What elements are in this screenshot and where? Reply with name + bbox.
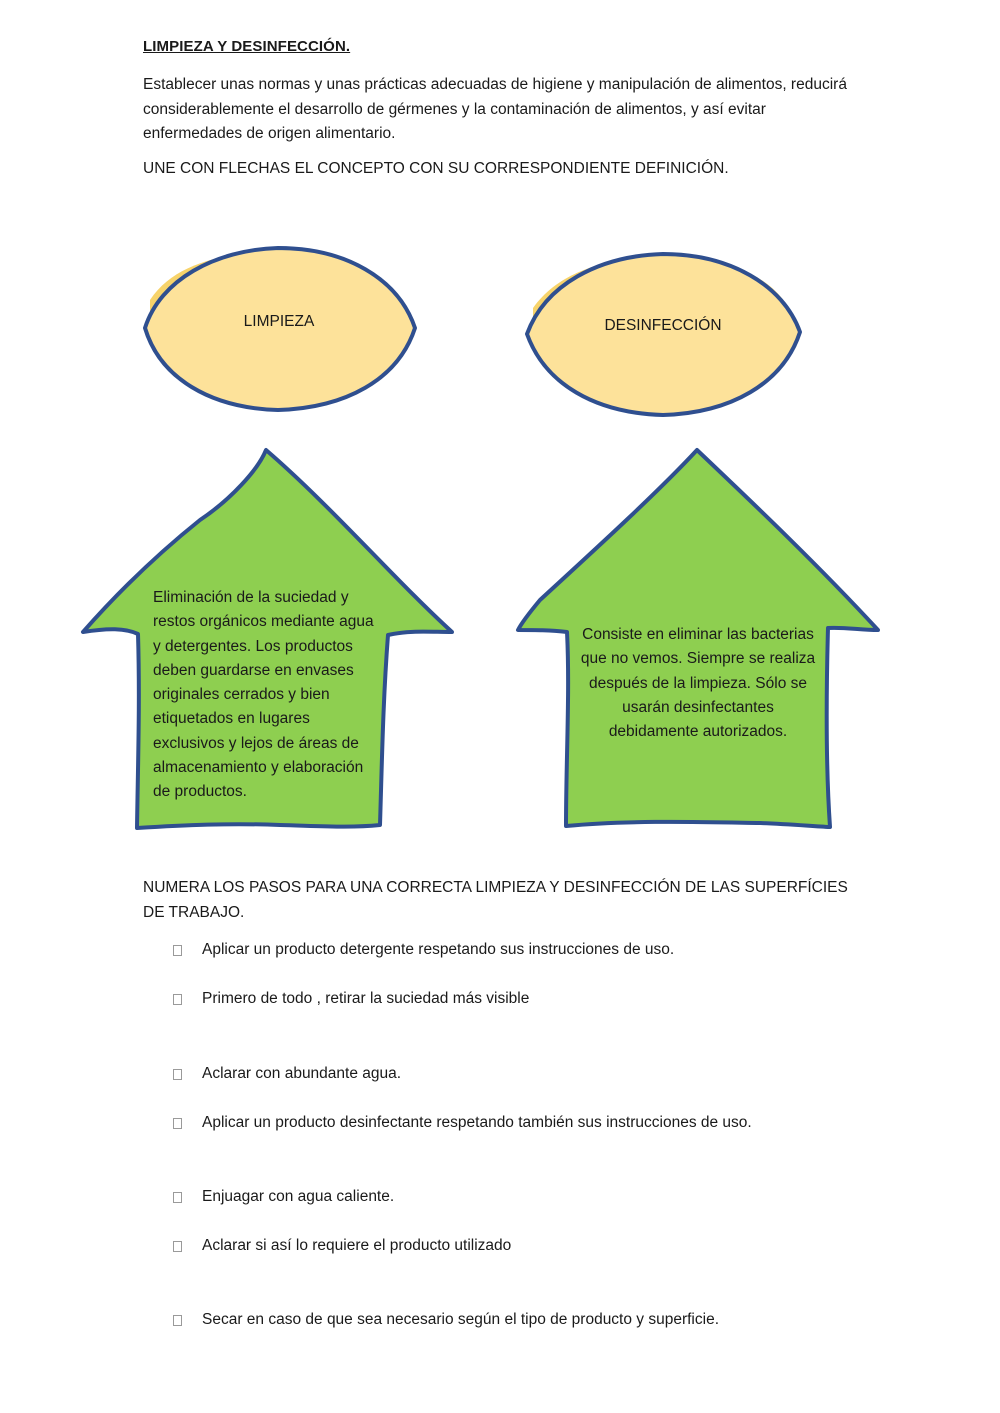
concept-label-limpieza: LIMPIEZA xyxy=(243,313,315,330)
step-text: Aplicar un producto desinfectante respetando también sus instrucciones de uso. xyxy=(202,1114,752,1131)
step-text: Primero de todo , retirar la suciedad más visible xyxy=(202,990,530,1007)
step-checkbox[interactable] xyxy=(173,945,182,956)
step-text: Secar en caso de que sea necesario según el tipo de producto y superficie. xyxy=(202,1311,719,1328)
step-item xyxy=(173,990,529,1008)
step-checkbox[interactable] xyxy=(173,1315,182,1326)
step-item xyxy=(173,1237,511,1255)
step-item xyxy=(173,941,674,959)
step-checkbox[interactable] xyxy=(173,1192,182,1203)
step-item xyxy=(173,1188,394,1206)
page-title: LIMPIEZA Y DESINFECCIÓN. xyxy=(143,38,351,55)
step-checkbox[interactable] xyxy=(173,1118,182,1129)
step-text: Enjuagar con agua caliente. xyxy=(202,1188,395,1205)
definition-text-limpieza: Eliminación de la suciedad y restos orgánicos mediante agua y detergentes. Los productos deben guardarse en envases originales cerrados y bien etiquetados en lugares exclusivos y lejos de áreas de almacenamiento y elaboración de productos. xyxy=(153,589,374,801)
step-item xyxy=(173,1311,719,1329)
step-text: Aclarar si así lo requiere el producto utilizado xyxy=(202,1237,512,1254)
step-checkbox[interactable] xyxy=(173,994,182,1005)
definition-text-desinfeccion: Consiste en eliminar las bacterias que no vemos. Siempre se realiza después de la limpieza. Sólo se usarán desinfectantes debidamente autorizados. xyxy=(580,626,816,741)
matching-instruction: UNE CON FLECHAS EL CONCEPTO CON SU CORRESPONDIENTE DEFINICIÓN. xyxy=(143,160,729,177)
step-text: Aplicar un producto detergente respetando sus instrucciones de uso. xyxy=(202,941,675,958)
step-checkbox[interactable] xyxy=(173,1069,182,1080)
step-item xyxy=(173,1065,401,1083)
step-item xyxy=(173,1114,752,1132)
steps-heading: NUMERA LOS PASOS PARA UNA CORRECTA LIMPIEZA Y DESINFECCIÓN DE LAS SUPERFÍCIES DE TRABAJO. xyxy=(143,879,848,921)
step-checkbox[interactable] xyxy=(173,1241,182,1252)
step-text: Aclarar con abundante agua. xyxy=(202,1065,402,1082)
concept-label-desinfeccion: DESINFECCIÓN xyxy=(604,317,722,334)
intro-paragraph: Establecer unas normas y unas prácticas adecuadas de higiene y manipulación de alimentos, reducirá considerablemente el desarrollo de gérmenes y la contaminación de alimentos, y así evitar enfermedades de origen alimentario. xyxy=(143,76,847,142)
